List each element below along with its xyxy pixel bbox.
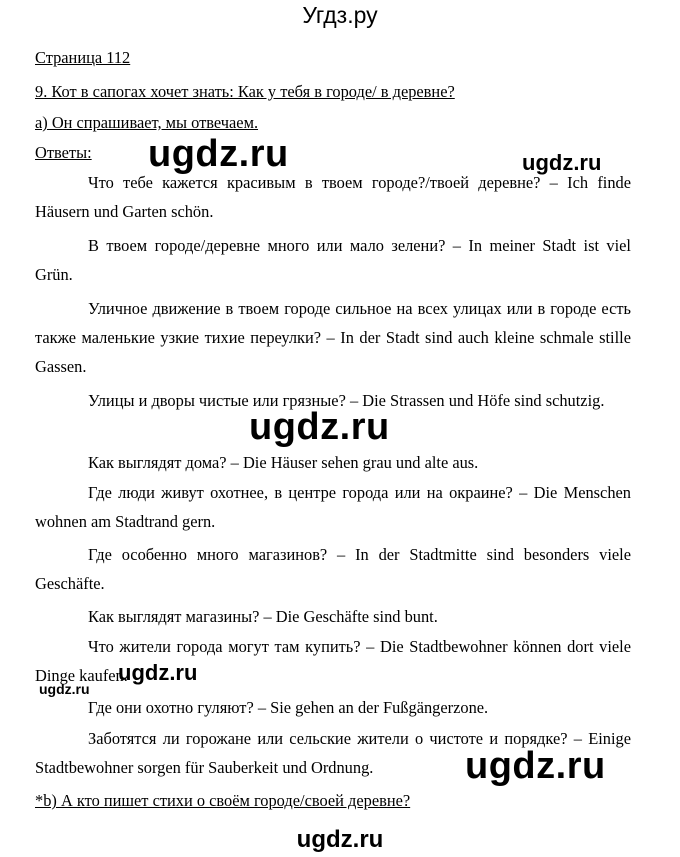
part-b-heading: *b) А кто пишет стихи о своём городе/своей деревне? — [35, 791, 411, 810]
part-a-heading: а) Он спрашивает, мы отвечаем. — [35, 113, 259, 132]
site-title: Угдз.ру — [302, 2, 378, 28]
answer-paragraph: Что жители города могут там купить? – Die Stadtbewohner können dort viele Dinge kaufen. — [35, 637, 631, 685]
answer-paragraph: Улицы и дворы чистые или грязные? – Die Strassen und Höfe sind schutzig. — [88, 391, 605, 410]
answer-paragraph: Где они охотно гуляют? – Sie gehen an der Fußgängerzone. — [88, 698, 489, 717]
answer-paragraph: Уличное движение в твоем городе сильное на всех улицах или в городе есть также маленькие узкие тихие переулки? – In der Stadt sind auch kleine schmale stille Gassen. — [35, 299, 631, 376]
answer-paragraph: Как выглядят магазины? – Die Geschäfte sind bunt. — [88, 607, 438, 626]
answer-paragraph: В твоем городе/деревне много или мало зелени? – In meiner Stadt ist viel Grün. — [35, 236, 631, 284]
watermark: ugdz.ru — [465, 745, 606, 787]
watermark: ugdz.ru — [118, 660, 198, 685]
answers-label: Ответы: — [35, 143, 92, 162]
answer-paragraph: Заботятся ли горожане или сельские жители о чистоте и порядке? – Einige Stadtbewohner sorgen für Sauberkeit und Ordnung. — [35, 729, 631, 777]
answer-paragraph: Где люди живут охотнее, в центре города или на окраине? – Die Menschen wohnen am Stadtrand gern. — [35, 483, 631, 531]
answer-paragraph: Где особенно много магазинов? – In der Stadtmitte sind besonders viele Geschäfte. — [35, 545, 631, 593]
watermark: ugdz.ru — [148, 133, 289, 175]
watermark: ugdz.ru — [522, 150, 602, 175]
page-label: Страница 112 — [35, 48, 131, 67]
watermark: ugdz.ru — [39, 681, 90, 697]
task-title: 9. Кот в сапогах хочет знать: Как у тебя в городе/ в деревне? — [35, 82, 455, 101]
answer-paragraph: Что тебе кажется красивым в твоем городе?/твоей деревне? – Ich finde Häusern und Garten schön. — [35, 173, 631, 221]
watermark: ugdz.ru — [249, 406, 390, 448]
footer-watermark: ugdz.ru — [296, 826, 384, 853]
answer-paragraph: Как выглядят дома? – Die Häuser sehen grau und alte aus. — [88, 453, 479, 472]
